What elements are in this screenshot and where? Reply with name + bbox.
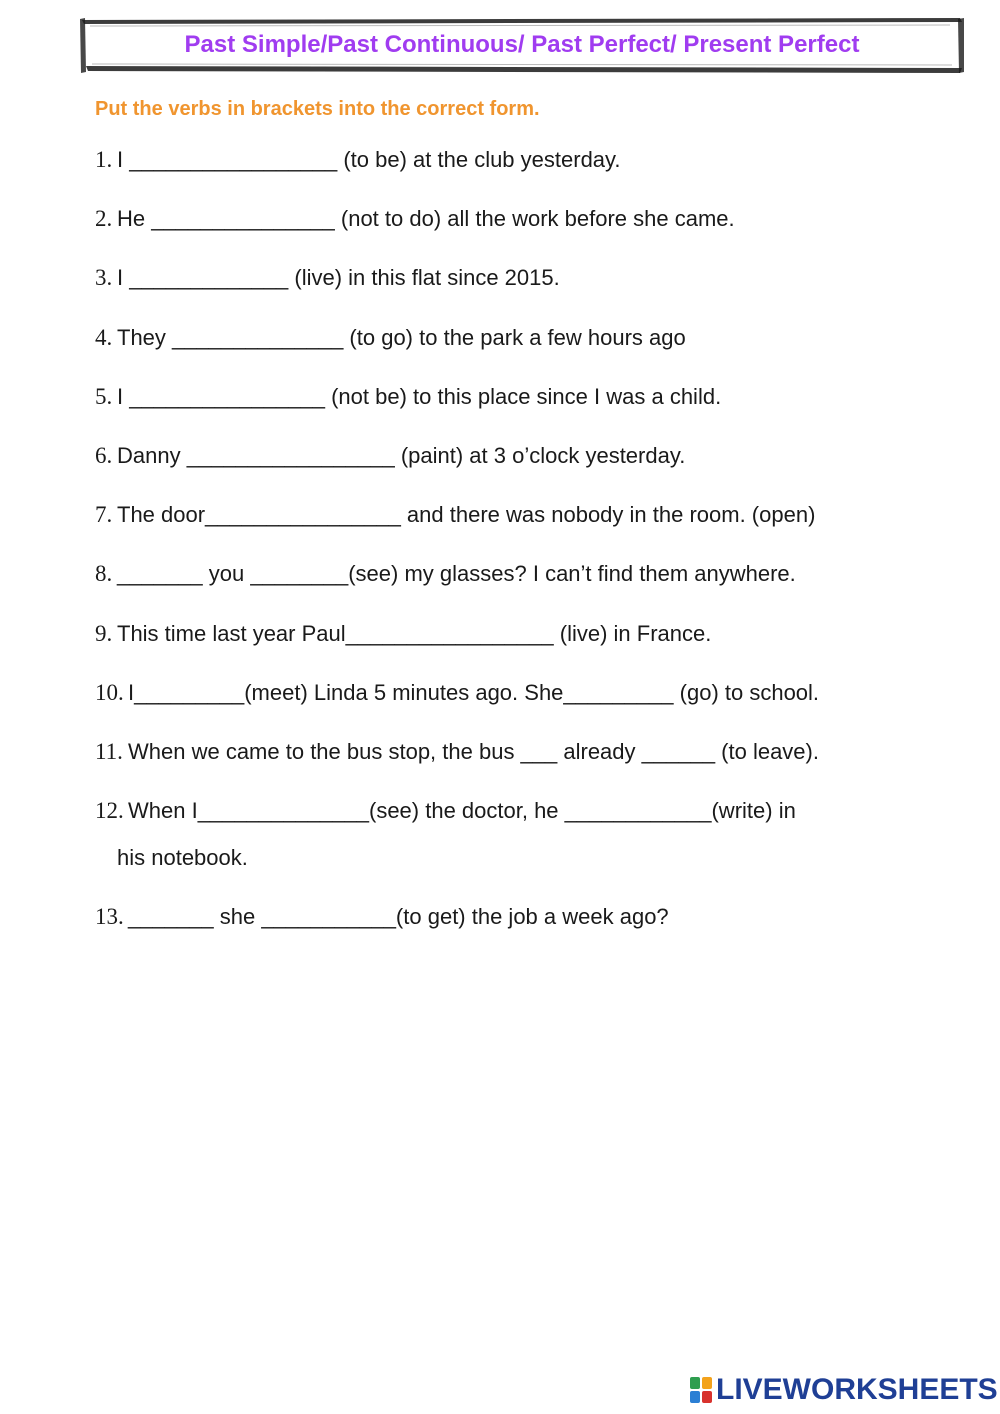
exercise-number: 4. [95, 324, 113, 350]
exercise-text: He _______________ (not to do) all the work before she came. [117, 206, 735, 232]
exercise-number: 8. [95, 561, 113, 587]
exercise-text: When I______________(see) the doctor, he ____________(write) in [128, 798, 796, 824]
exercise-number: 1. [95, 147, 113, 172]
exercise-number: 7. [95, 502, 113, 528]
logo-text: LIVEWORKSHEETS [716, 1373, 998, 1406]
exercise-text: _______ she ___________(to get) the job a week ago? [128, 904, 669, 930]
exercise-text: Danny _________________ (paint) at 3 o’clock yesterday. [117, 443, 686, 468]
exercise-number: 2. [95, 206, 113, 232]
page-title: Past Simple/Past Continuous/ Past Perfect/ Present Perfect [184, 31, 860, 58]
exercise-text: When we came to the bus stop, the bus ___ already ______ (to leave). [128, 739, 819, 764]
exercise-number: 10. [95, 679, 124, 705]
exercise-text: I ________________ (not be) to this place since I was a child. [117, 383, 722, 409]
exercise-text: This time last year Paul_________________ (live) in France. [117, 620, 712, 646]
exercise-number: 13. [95, 904, 124, 930]
exercise-text: The door________________ and there was nobody in the room. (open) [117, 502, 816, 528]
exercise-text: I _________________ (to be) at the club yesterday. [117, 147, 621, 172]
exercise-text: _______ you ________(see) my glasses? I can’t find them anywhere. [117, 561, 796, 587]
exercise-text-continuation: his notebook. [117, 845, 248, 871]
exercise-text: I_________(meet) Linda 5 minutes ago. She_________ (go) to school. [128, 679, 820, 705]
liveworksheets-logo [690, 1374, 998, 1406]
exercise-text: I _____________ (live) in this flat since 2015. [117, 265, 560, 291]
exercise-number: 6. [95, 443, 113, 468]
exercise-number: 3. [95, 265, 113, 291]
instructions: Put the verbs in brackets into the correct form. [95, 98, 540, 120]
exercise-number: 9. [95, 620, 113, 646]
exercise-number: 11. [95, 739, 123, 764]
exercise-number: 12. [95, 798, 124, 824]
title-banner [80, 16, 964, 74]
exercise-text: They ______________ (to go) to the park a few hours ago [117, 324, 686, 350]
logo-mark-icon [690, 1377, 712, 1403]
exercise-number: 5. [95, 383, 113, 409]
